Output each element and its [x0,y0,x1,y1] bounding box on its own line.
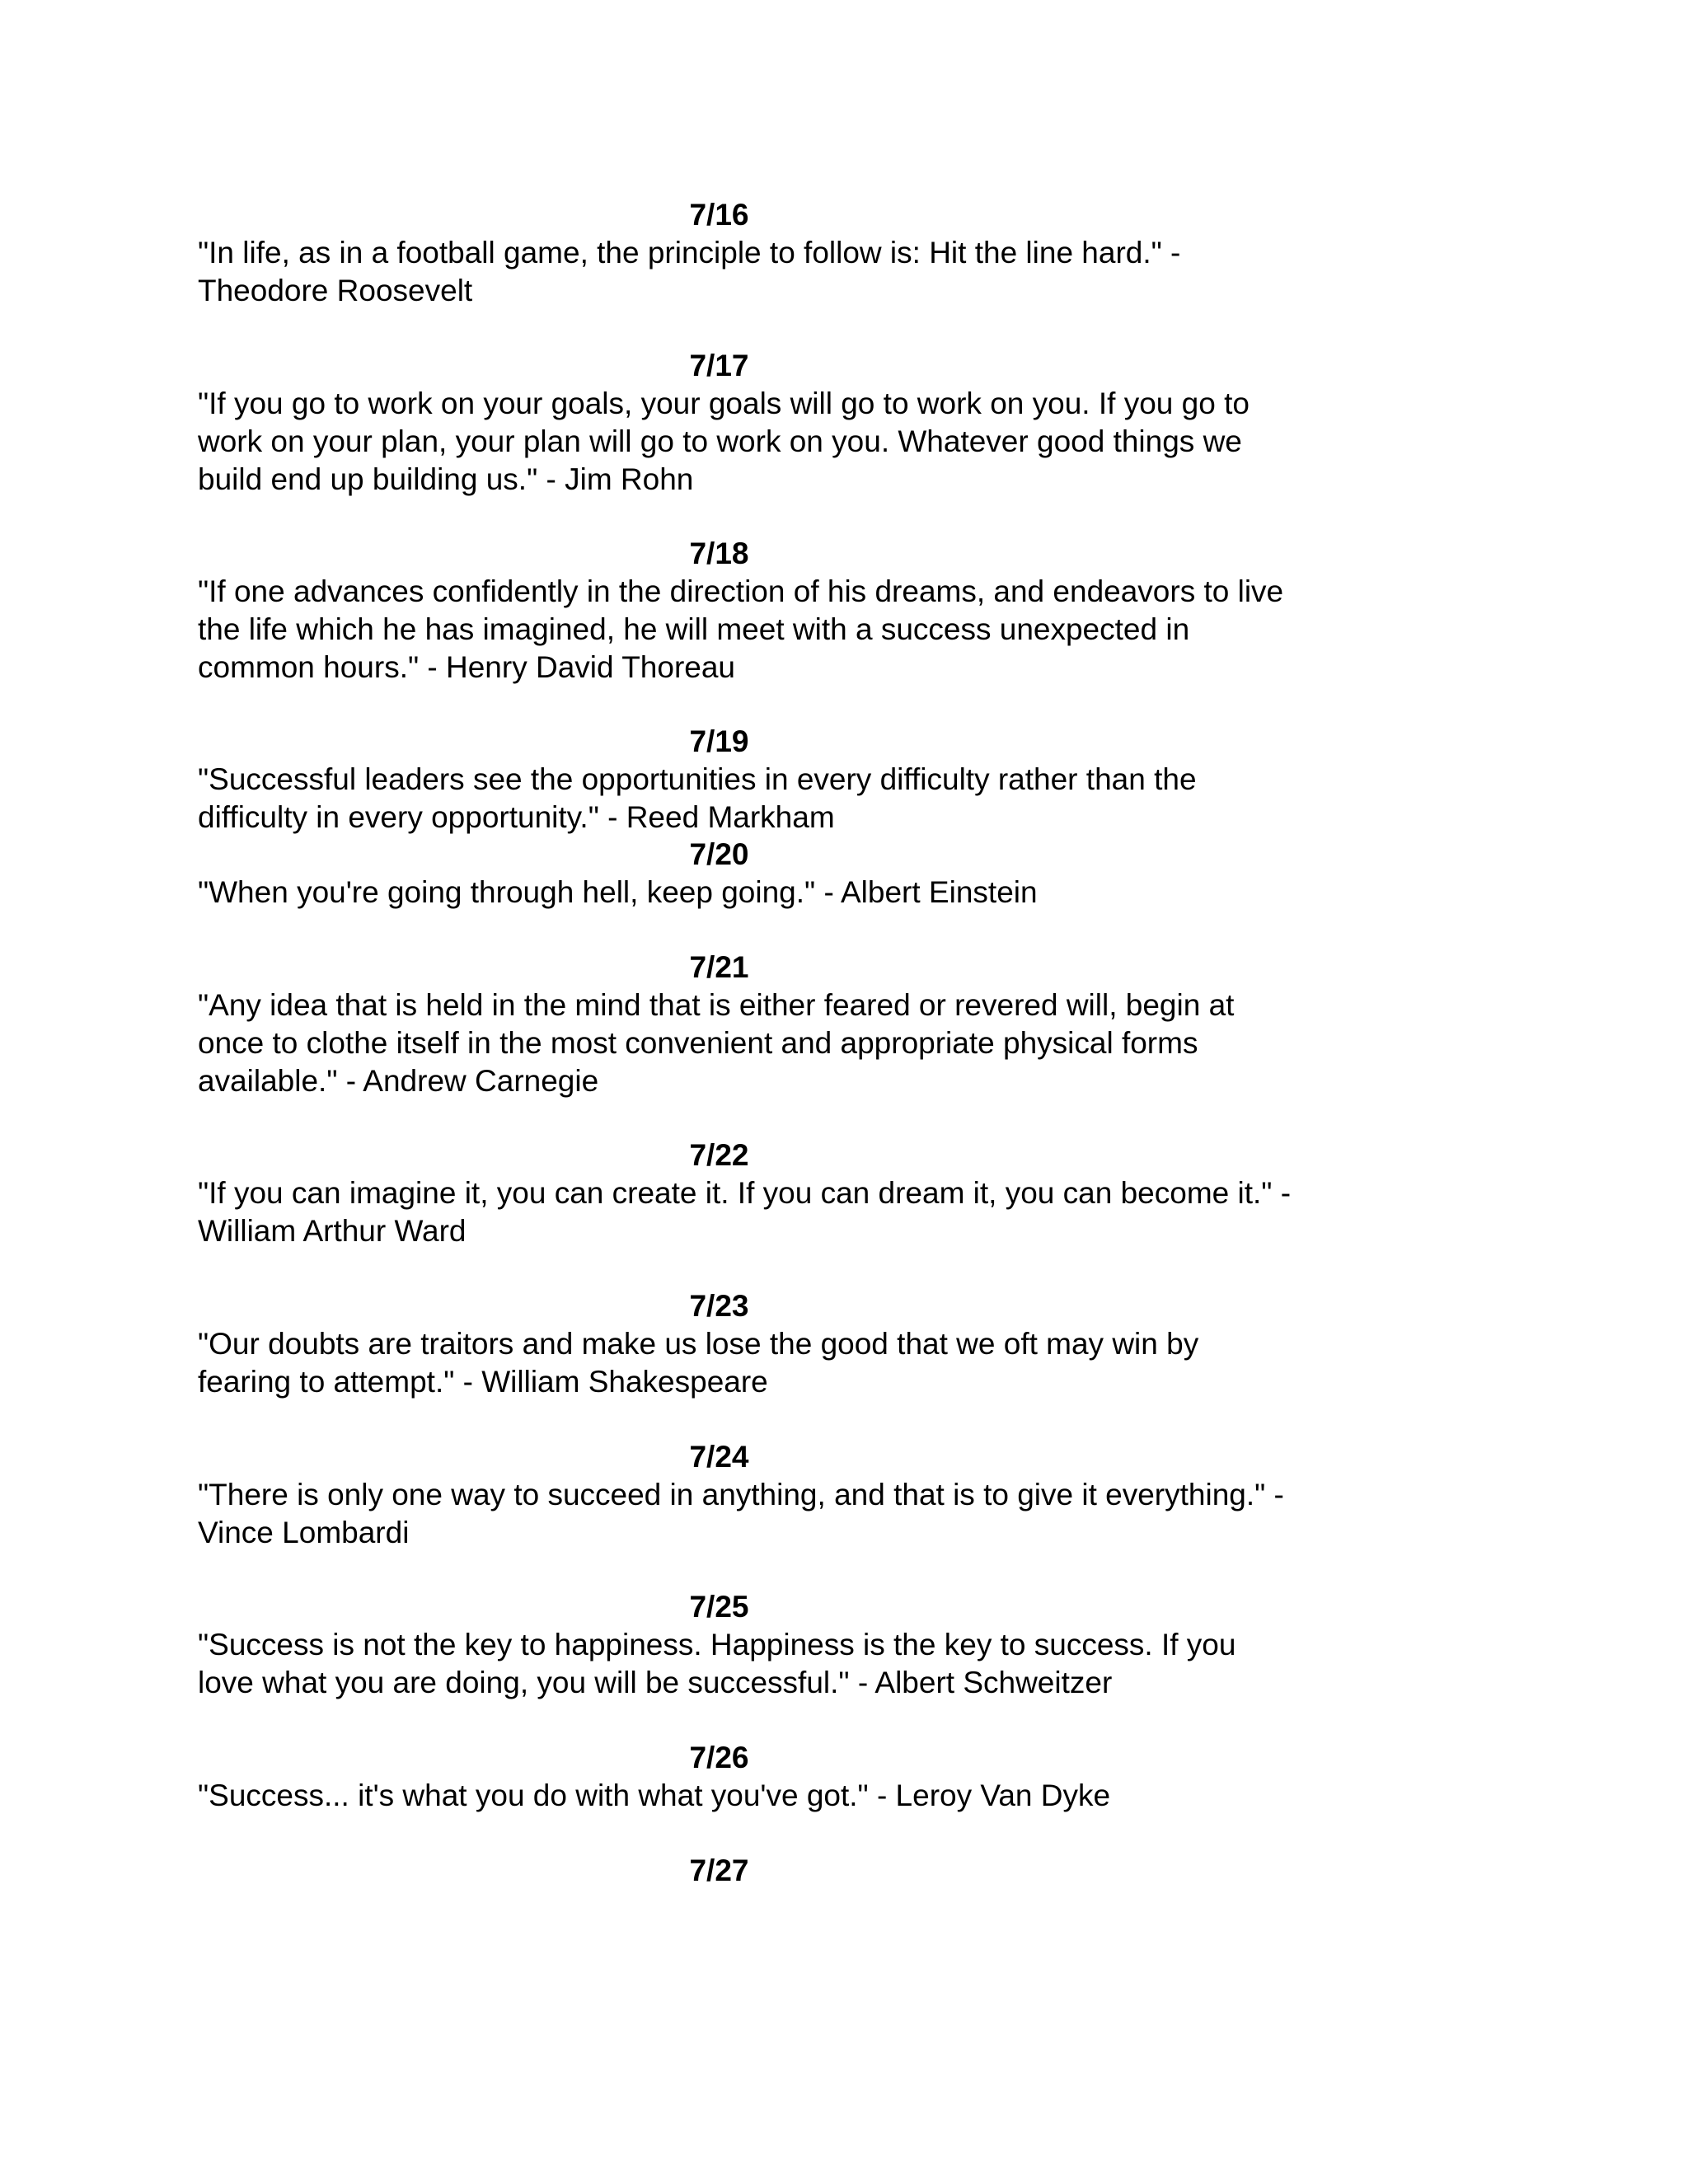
entry-date: 7/25 [689,1590,749,1624]
entry-date: 7/20 [689,837,749,871]
entry-quote: "If you go to work on your goals, your goals will go to work on you. If you go to work on your plan, your plan will go to work on you. Whatever good things we build end up building us." - Jim Rohn [198,387,1250,496]
entry-date: 7/26 [689,1741,749,1774]
entry-quote: "There is only one way to succeed in anything, and that is to give it everything." - Vince Lombardi [198,1478,1284,1549]
entry-date: 7/19 [689,724,749,758]
quote-entry [198,1438,1401,1552]
entry-quote: "Success is not the key to happiness. Happiness is the key to success. If you love what you are doing, you will be successful." - Albert Schweitzer [198,1628,1236,1699]
entry-quote: "If one advances confidently in the direction of his dreams, and endeavors to live the life which he has imagined, he will meet with a success unexpected in common hours." - Henry David Thoreau [198,574,1284,684]
quote-entry [198,535,1401,687]
entry-quote: "If you can imagine it, you can create it. If you can dream it, you can become it." - William Arthur Ward [198,1176,1292,1248]
entry-quote: "In life, as in a football game, the principle to follow is: Hit the line hard." - Theodore Roosevelt [198,236,1181,307]
entry-date: 7/24 [689,1440,749,1474]
entry-quote: "When you're going through hell, keep going." - Albert Einstein [198,875,1038,909]
quote-entry [198,1739,1401,1815]
entry-date: 7/27 [689,1854,749,1887]
entry-quote: "Success... it's what you do with what you've got." - Leroy Van Dyke [198,1779,1111,1812]
entry-date: 7/22 [689,1138,749,1172]
quote-entry [198,196,1401,310]
quote-entry [198,836,1401,912]
quote-entry [198,949,1401,1100]
quote-entry [198,1287,1401,1401]
quote-entry [198,1137,1401,1250]
entry-date: 7/16 [689,198,749,232]
entry-date: 7/23 [689,1289,749,1323]
entry-date: 7/17 [689,349,749,382]
entry-quote: "Our doubts are traitors and make us lose the good that we oft may win by fearing to attempt." - William Shakespeare [198,1327,1199,1399]
entry-date: 7/18 [689,537,749,570]
entry-date: 7/21 [689,950,749,984]
quote-entry [198,1588,1401,1702]
entry-quote: "Any idea that is held in the mind that is either feared or revered will, begin at once to clothe itself in the most convenient and appropriate physical forms available." - Andrew Carnegie [198,988,1235,1098]
quote-entry [198,1852,1401,1890]
quote-entry [198,723,1401,837]
entry-quote: "Successful leaders see the opportunities in every difficulty rather than the difficulty in every opportunity." - Reed Markham [198,762,1197,834]
quote-entry [198,347,1401,499]
